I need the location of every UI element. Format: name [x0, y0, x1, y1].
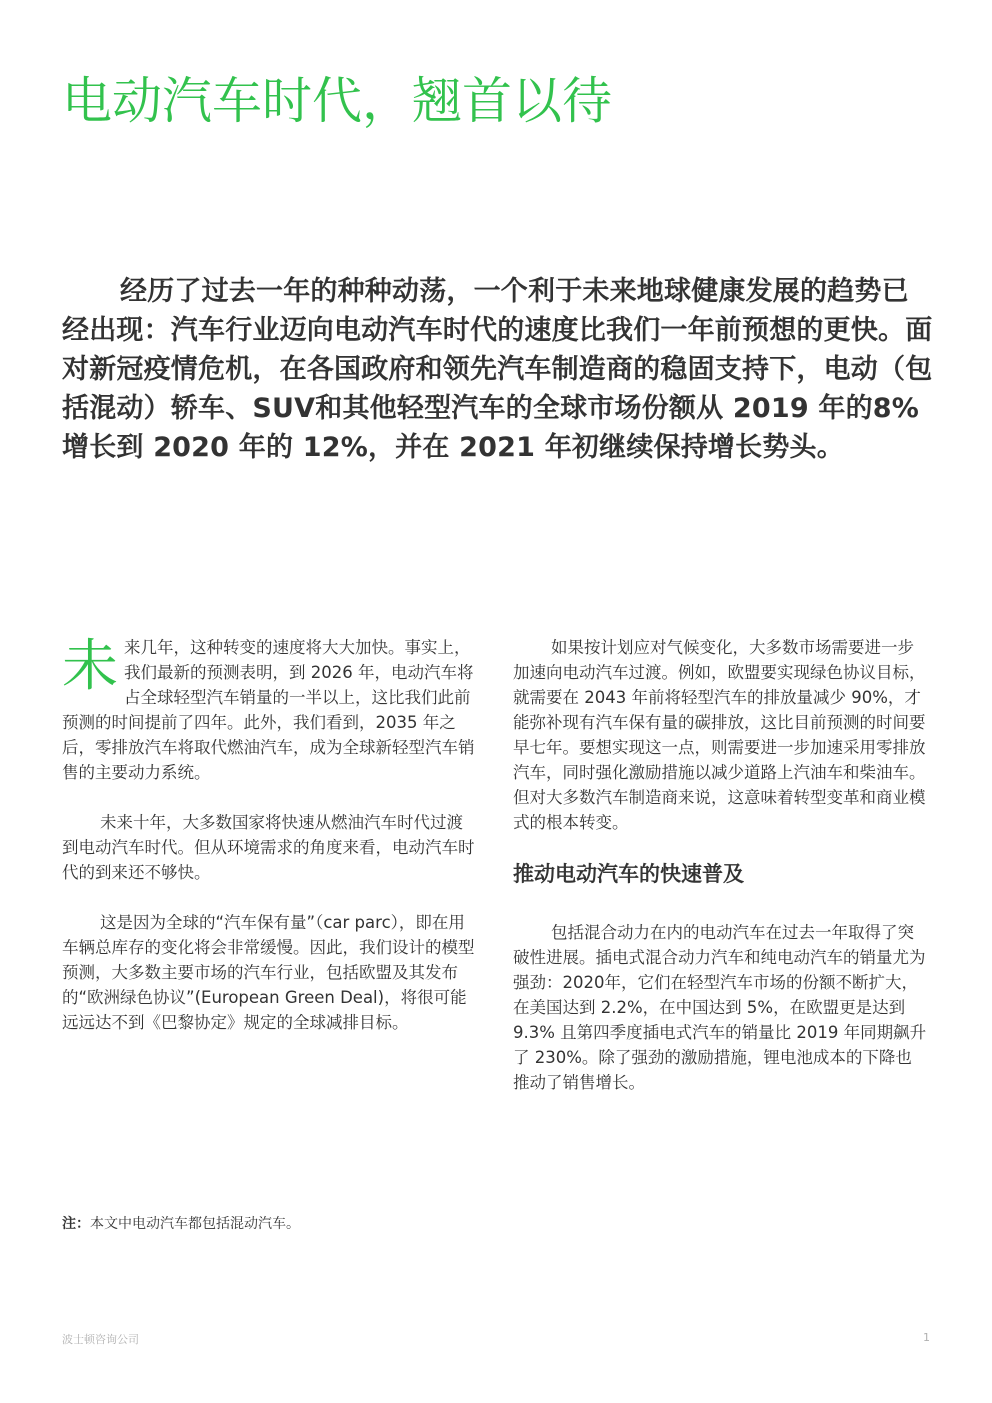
left-paragraph-2: 未来十年，大多数国家将快速从燃油汽车时代过渡到电动汽车时代。但从环境需求的角度来看，电动汽车时代的到来还不够快。: [62, 813, 475, 882]
footer-company: 波士顿咨询公司: [62, 1333, 139, 1346]
right-paragraph-2: 包括混合动力在内的电动汽车在过去一年取得了突破性进展。插电式混合动力汽车和纯电动汽车的销量尤为强劲：2020年，它们在轻型汽车市场的份额不断扩大，在美国达到 2.2%，在中国达到 5%，在欧盟更是达到 9.3% 且第四季度插电式汽车的销量比 2019 年同期飙升了 230%。除了强劲的激励措施，锂电池成本的下降也推动了销售增长。: [513, 923, 927, 1092]
footnote-text: 本文中电动汽车都包括混动汽车。: [90, 1216, 300, 1232]
footnote: [62, 1214, 300, 1234]
footnote-label: 注：: [62, 1216, 90, 1232]
lead-paragraph: 经历了过去一年的种种动荡，一个利于未来地球健康发展的趋势已经出现：汽车行业迈向电动汽车时代的速度比我们一年前预想的更快。面对新冠疫情危机，在各国政府和领先汽车制造商的稳固支持下，电动（包括混动）轿车、SUV和其他轻型汽车的全球市场份额从 2019 年的8% 增长到 2020 年的 12%，并在 2021 年初继续保持增长势头。: [62, 276, 933, 463]
left-column: [62, 635, 476, 1060]
page-number: 1: [923, 1331, 930, 1344]
left-paragraph-3: 这是因为全球的“汽车保有量”（car parc），即在用车辆总库存的变化将会非常缓慢。因此，我们设计的模型预测，大多数主要市场的汽车行业，包括欧盟及其发布的“欧洲绿色协议”(European Green Deal)，将很可能远远达不到《巴黎协定》规定的全球减排目标。: [62, 913, 475, 1032]
page-title: 电动汽车时代，翘首以待: [62, 72, 612, 130]
section-heading: 推动电动汽车的快速普及: [513, 862, 744, 886]
intro-paragraph: [62, 635, 476, 785]
right-paragraph-1: 如果按计划应对气候变化，大多数市场需要进一步加速向电动汽车过渡。例如，欧盟要实现绿色协议目标，就需要在 2043 年前将轻型汽车的排放量减少 90%，才能弥补现有汽车保有量的碳排放，这比目前预测的时间要早七年。要想实现这一点，则需要进一步加速采用零排放汽车，同时强化激励措施以减少道路上汽油车和柴油车。但对大多数汽车制造商来说，这意味着转型变革和商业模式的根本转变。: [513, 638, 926, 832]
intro-paragraph-text: 来几年，这种转变的速度将大大加快。事实上，我们最新的预测表明，到 2026 年，电动汽车将占全球轻型汽车销量的一半以上，这比我们此前预测的时间提前了四年。此外，我们看到，2035 年之后，零排放汽车将取代燃油汽车，成为全球新轻型汽车销售的主要动力系统。: [62, 638, 475, 782]
right-column: [513, 635, 927, 1120]
drop-cap: 未: [62, 634, 118, 699]
